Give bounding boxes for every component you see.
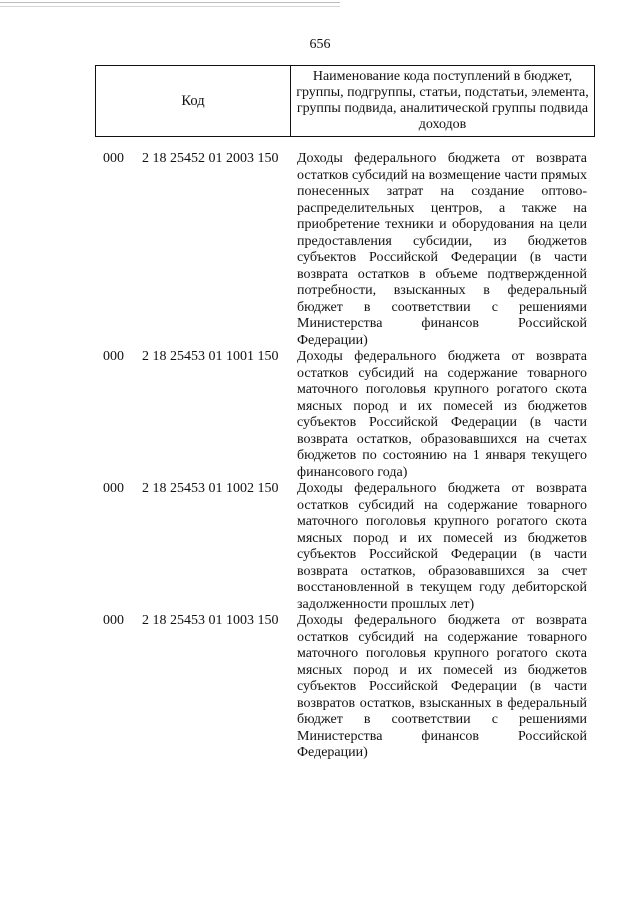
income-code: 2 18 25453 01 1001 150 (142, 349, 279, 364)
scan-edge-mark (0, 2, 340, 7)
income-description: Доходы федерального бюджета от возврата остатков субсидий на содержание товарного маточного поголовья крупного рогатого скота мясных пород и их помесей из бюджетов субъектов Российской Федерации (в части возврата остатков, образовавшихся за счет восстановленной в текущем году дебиторской задолженности прошлых лет) (297, 481, 587, 612)
income-code: 2 18 25452 01 2003 150 (142, 151, 279, 166)
income-description: Доходы федерального бюджета от возврата остатков субсидий на содержание товарного маточного поголовья крупного рогатого скота мясных пород и их помесей из бюджетов субъектов Российской Федерации (в части возвратов остатков, взысканных в федеральный бюджет в соответствии с решениями Министерства финансов Российской Федерации) (297, 613, 587, 760)
income-code: 2 18 25453 01 1003 150 (142, 613, 279, 628)
header-code-cell: Код (96, 66, 291, 136)
income-description: Доходы федерального бюджета от возврата остатков субсидий на возмещение части прямых понесенных затрат на создание оптово-распределительных центров, а также на приобретение техники и оборудования на цели предоставления субсидии, из бюджетов субъектов Российской Федерации (в части возврата остатков в объеме подтвержденной потребности, взысканных в федеральный бюджет в соответствии с решениями Министерства финансов Российской Федерации) (297, 151, 587, 348)
entries-list (0, 151, 640, 762)
list-item (0, 151, 640, 349)
agency-code: 000 (103, 481, 124, 496)
header-name-cell: Наименование кода поступлений в бюджет, группы, подгруппы, статьи, подстатьи, элемента, группы подвида, аналитической группы подвида доходов (296, 68, 589, 133)
list-item (0, 481, 640, 613)
agency-code: 000 (103, 349, 124, 364)
income-code: 2 18 25453 01 1002 150 (142, 481, 279, 496)
list-item (0, 613, 640, 762)
agency-code: 000 (103, 613, 124, 628)
list-item (0, 349, 640, 481)
page-number: 656 (309, 37, 331, 52)
income-description: Доходы федерального бюджета от возврата остатков субсидий на содержание товарного маточного поголовья крупного рогатого скота мясных пород и их помесей из бюджетов субъектов Российской Федерации (в части возврата остатков, образовавшихся на счетах бюджетов по состоянию на 1 января текущего финансового года) (297, 349, 587, 480)
table-header (95, 65, 595, 137)
agency-code: 000 (103, 151, 124, 166)
